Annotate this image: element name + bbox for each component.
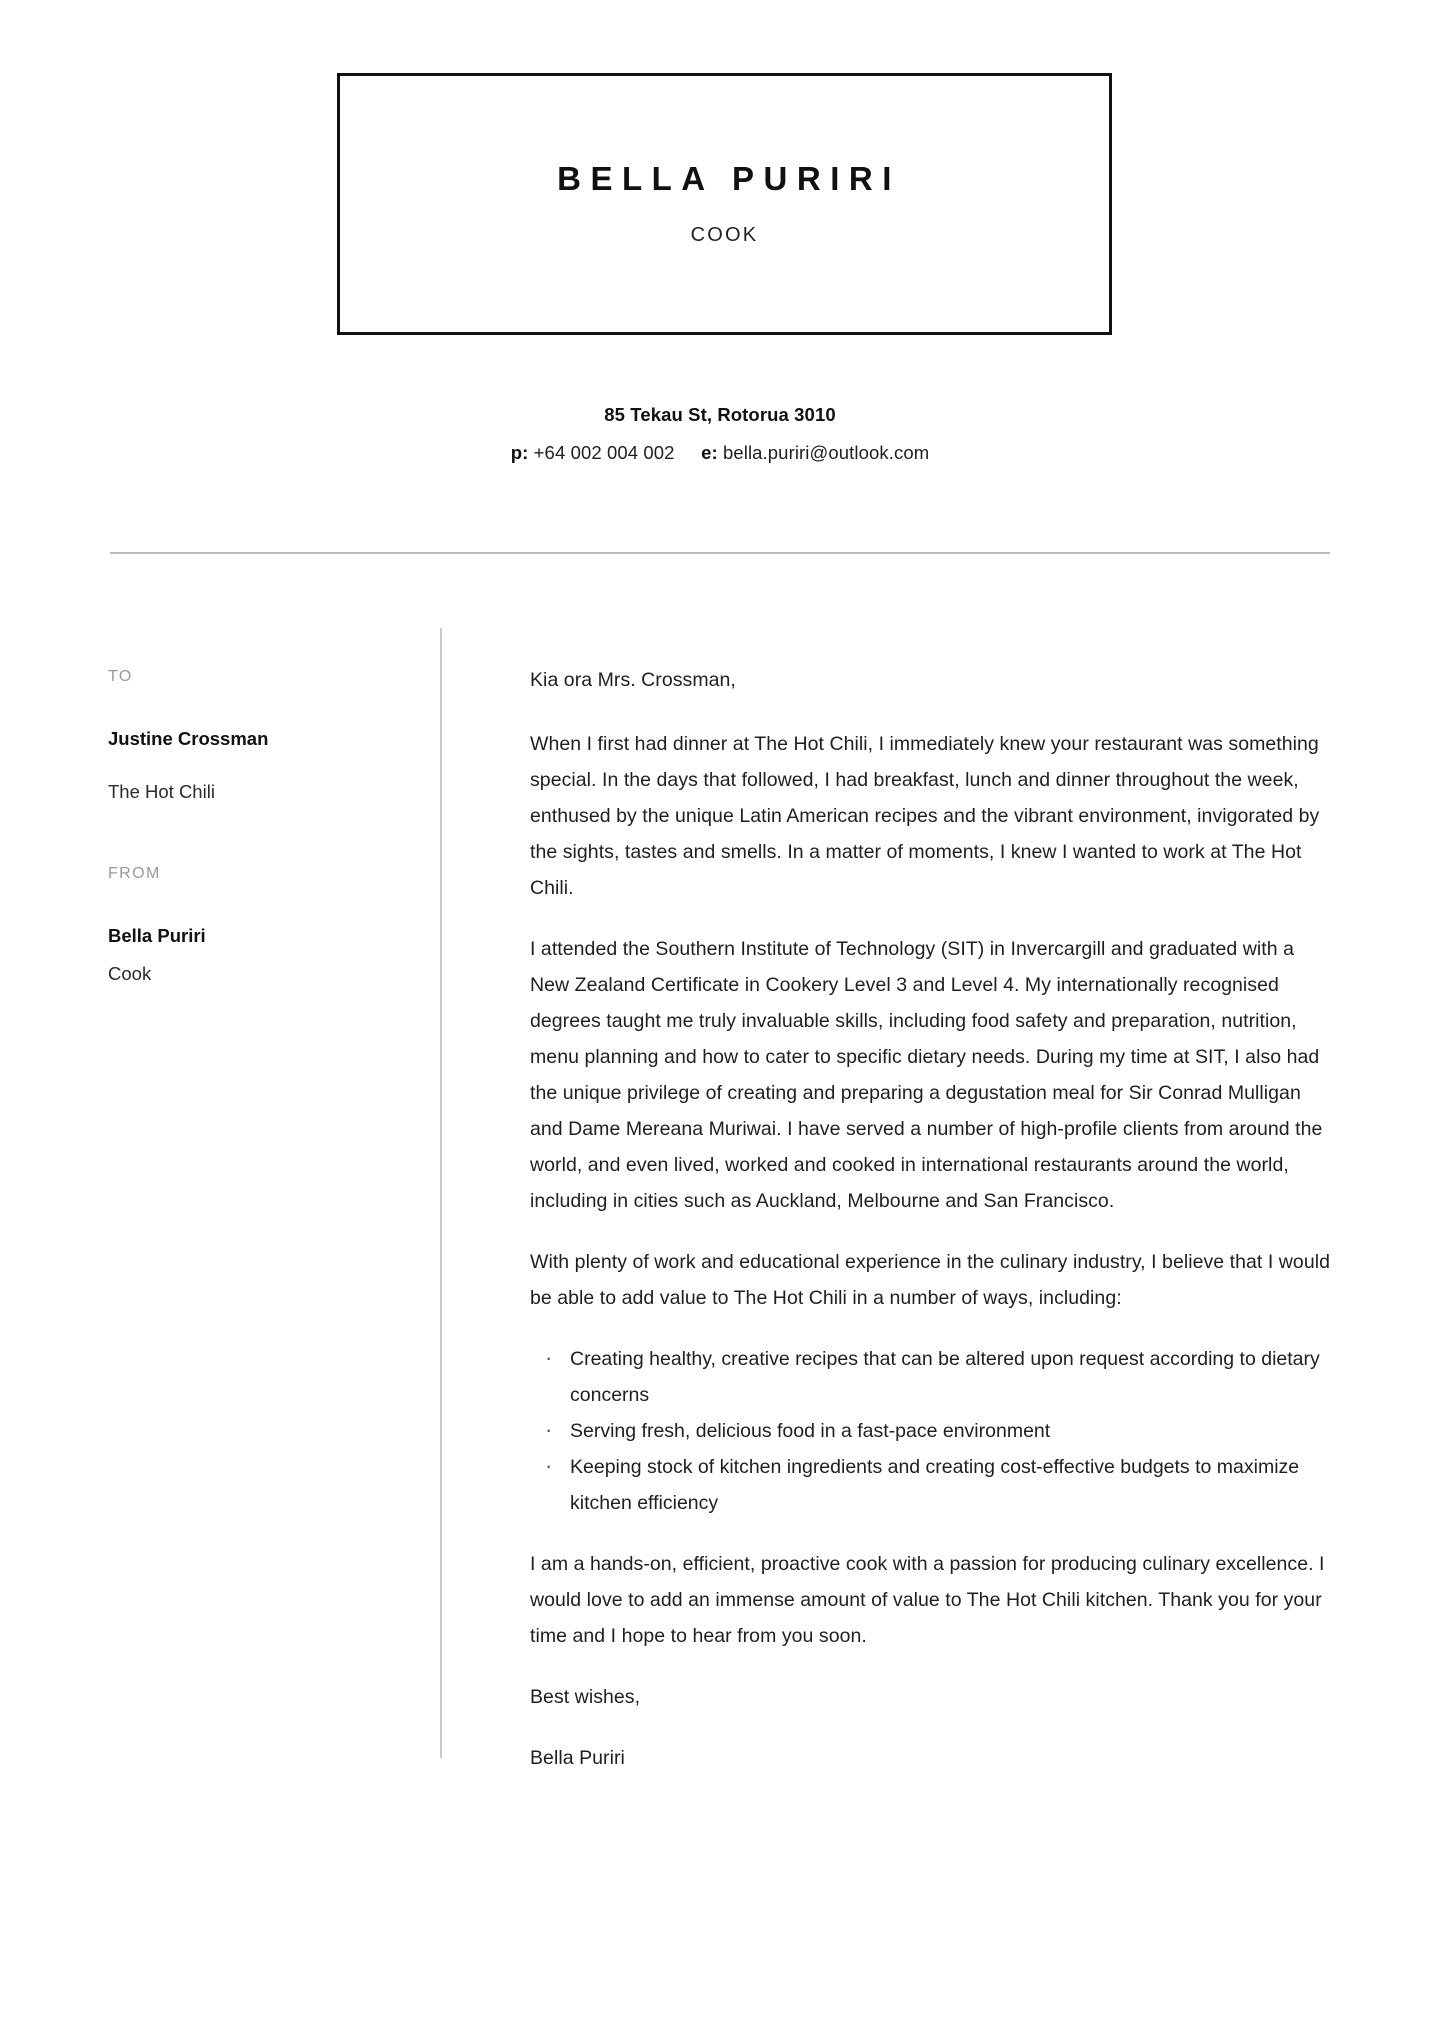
list-item: · Creating healthy, creative recipes that can be altered upon request according to dietary concerns xyxy=(530,1341,1332,1413)
header-name-plate xyxy=(337,73,1112,335)
page-title: BELLA PURIRI xyxy=(557,160,901,198)
letter-sidebar xyxy=(108,668,398,985)
to-label: TO xyxy=(108,668,133,685)
candidate-role: COOK xyxy=(690,223,759,246)
contact-block xyxy=(0,404,1440,464)
highlights-list xyxy=(530,1341,1332,1521)
letter-paragraph: When I first had dinner at The Hot Chili, I immediately knew your restaurant was something special. In the days that followed, I had breakfast, lunch and dinner throughout the week, enthused by the unique Latin American recipes and the vibrant environment, invigorated by the sights, tastes and smells. In a matter of moments, I knew I wanted to work at The Hot Chili. xyxy=(530,733,1320,899)
signoff: Best wishes, xyxy=(530,1686,641,1708)
letter-paragraph: I attended the Southern Institute of Technology (SIT) in Invercargill and graduated with a New Zealand Certificate in Cookery Level 3 and Level 4. My internationally recognised degrees taught me truly invaluable skills, including food safety and preparation, nutrition, menu planning and how to cater to specific dietary needs. During my time at SIT, I also had the unique privilege of creating and preparing a degustation meal for Sir Conrad Mulligan and Dame Mereana Muriwai. I have served a number of high-profile clients from around the world, and even lived, worked and cooked in international restaurants around the world, including in cities such as Auckland, Melbourne and San Francisco. xyxy=(530,938,1323,1212)
sender-role: Cook xyxy=(108,963,152,984)
phone-label: p: xyxy=(510,442,529,463)
contact-line xyxy=(0,442,1440,464)
horizontal-divider xyxy=(110,552,1330,554)
list-item: · Serving fresh, delicious food in a fast-pace environment xyxy=(530,1413,1332,1449)
closing-paragraph: I am a hands-on, efficient, proactive cook with a passion for producing culinary excellence. I would love to add an immense amount of value to The Hot Chili kitchen. Thank you for your time and I hope to hear from you soon. xyxy=(530,1553,1325,1647)
email-value: bella.puriri@outlook.com xyxy=(722,442,930,463)
contact-address: 85 Tekau St, Rotorua 3010 xyxy=(604,404,836,425)
list-item: · Keeping stock of kitchen ingredients and creating cost-effective budgets to maximize kitchen efficiency xyxy=(530,1449,1332,1521)
sender-name: Bella Puriri xyxy=(108,925,206,946)
letter-paragraph: With plenty of work and educational experience in the culinary industry, I believe that I would be able to add value to The Hot Chili in a number of ways, including: xyxy=(530,1251,1330,1309)
recipient-company: The Hot Chili xyxy=(108,781,215,802)
letter-body xyxy=(530,662,1332,1801)
from-label: FROM xyxy=(108,865,161,882)
phone-value: +64 002 004 002 xyxy=(533,442,675,463)
salutation: Kia ora Mrs. Crossman, xyxy=(530,669,736,691)
email-label: e: xyxy=(701,442,718,463)
recipient-name: Justine Crossman xyxy=(108,728,269,749)
signature-name: Bella Puriri xyxy=(530,1747,625,1769)
vertical-divider xyxy=(440,628,442,1758)
